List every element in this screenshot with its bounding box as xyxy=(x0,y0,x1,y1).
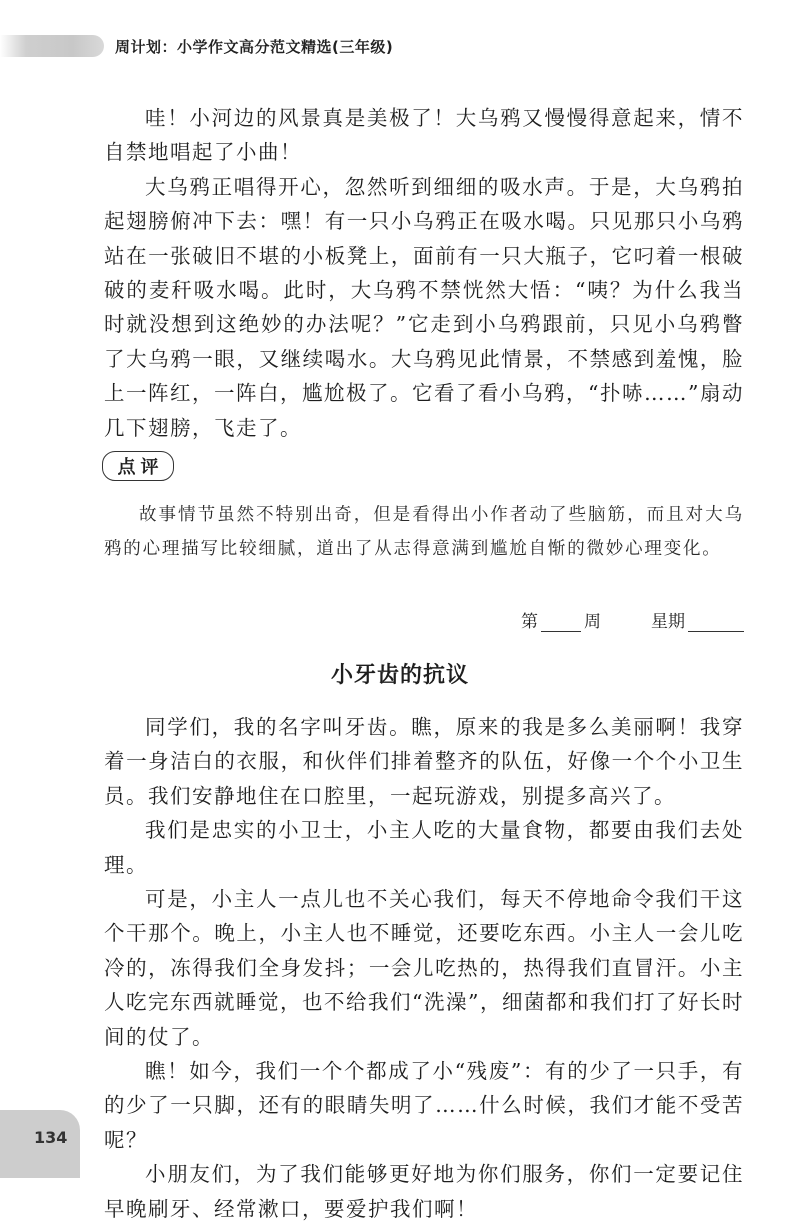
essay-paragraph: 瞧！如今，我们一个个都成了小“残废”：有的少了一只手，有的少了一只脚，还有的眼睛失明了……什么时候，我们才能不受苦呢？ xyxy=(104,1059,744,1152)
running-header-title: 周计划：小学作文高分范文精选(三年级) xyxy=(115,38,394,56)
essay-paragraph: 小朋友们，为了我们能够更好地为你们服务，你们一定要记住早晚刷牙、经常漱口，要爱护我们啊！ xyxy=(104,1162,744,1221)
day-label: 星期 xyxy=(651,612,685,632)
week-prefix-label: 第 xyxy=(521,612,538,632)
week-suffix-label: 周 xyxy=(584,612,601,632)
story-paragraph: 大乌鸦正唱得开心，忽然听到细细的吸水声。于是，大乌鸦拍起翅膀俯冲下去：嘿！有一只小乌鸦正在吸水喝。只见那只小乌鸦站在一张破旧不堪的小板凳上，面前有一只大瓶子，它叼着一根破破的麦秆吸水喝。此时，大乌鸦不禁恍然大悟：“咦？为什么我当时就没想到这绝妙的办法呢？”它走到小乌鸦跟前，只见小乌鸦瞥了大乌鸦一眼，又继续喝水。大乌鸦见此情景，不禁感到羞愧，脸上一阵红，一阵白，尴尬极了。它看了看小乌鸦，“扑哧……”扇动几下翅膀，飞走了。 xyxy=(104,174,744,440)
week-number-blank[interactable] xyxy=(541,611,581,632)
story-continuation xyxy=(104,101,744,445)
essay-body xyxy=(104,710,744,1226)
review-paragraph: 故事情节虽然不特别出奇，但是看得出小作者动了些脑筋，而且对大乌鸦的心理描写比较细腻，道出了从志得意满到尴尬自惭的微妙心理变化。 xyxy=(104,505,744,559)
story-paragraph: 哇！小河边的风景真是美极了！大乌鸦又慢慢得意起来，情不自禁地唱起了小曲！ xyxy=(104,106,744,165)
week-schedule-line xyxy=(521,607,744,632)
page-number: 134 xyxy=(34,1128,68,1147)
review-comment xyxy=(104,498,744,566)
essay-paragraph: 可是，小主人一点儿也不关心我们，每天不停地命令我们干这个干那个。晚上，小主人也不睡觉，还要吃东西。小主人一会儿吃冷的，冻得我们全身发抖；一会儿吃热的，热得我们直冒汗。小主人吃完东西就睡觉，也不给我们“洗澡”，细菌都和我们打了好长时间的仗了。 xyxy=(104,887,744,1049)
header-decoration-bar xyxy=(0,35,104,57)
essay-title: 小牙齿的抗议 xyxy=(330,663,469,688)
essay-paragraph: 同学们，我的名字叫牙齿。瞧，原来的我是多么美丽啊！我穿着一身洁白的衣服，和伙伴们排着整齐的队伍，好像一个个小卫生员。我们安静地住在口腔里，一起玩游戏，别提多高兴了。 xyxy=(104,715,744,808)
essay-paragraph: 我们是忠实的小卫士，小主人吃的大量食物，都要由我们去处理。 xyxy=(104,818,744,877)
weekday-blank[interactable] xyxy=(688,611,744,632)
review-label-badge: 点评 xyxy=(102,451,174,481)
